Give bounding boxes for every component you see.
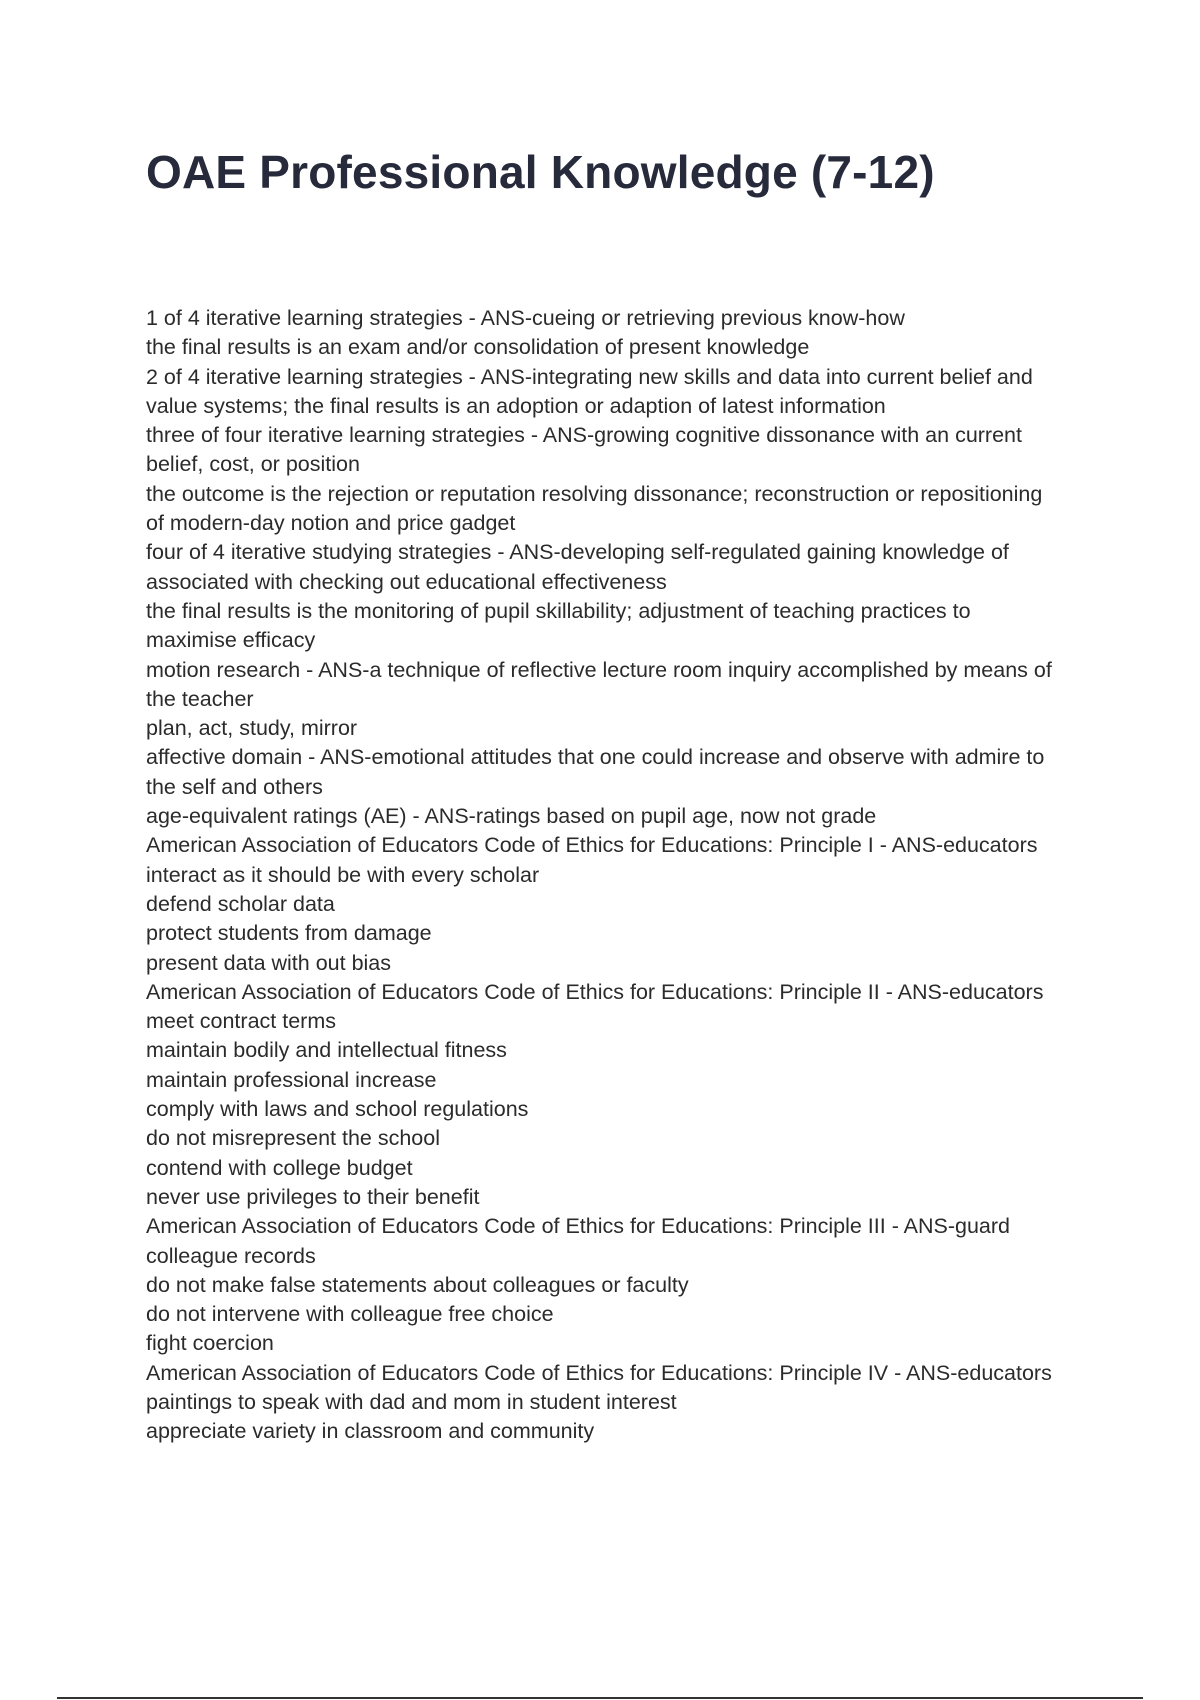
text-line: appreciate variety in classroom and community xyxy=(146,1419,595,1444)
text-line: the final results is the monitoring of pupil skillability; adjustment of teaching practices to xyxy=(146,598,971,623)
text-line: meet contract terms xyxy=(146,1009,336,1034)
text-line: maintain bodily and intellectual fitness xyxy=(146,1038,507,1063)
text-line: American Association of Educators Code of Ethics for Educations: Principle I - ANS-educators xyxy=(146,833,1038,858)
text-line: value systems; the final results is an adoption or adaption of latest information xyxy=(146,393,886,418)
text-line: protect students from damage xyxy=(146,921,432,946)
text-line: the outcome is the rejection or reputation resolving dissonance; reconstruction or repositioning xyxy=(146,481,1043,506)
document-body xyxy=(146,304,1146,1447)
text-line: do not intervene with colleague free choice xyxy=(146,1302,554,1327)
text-line: American Association of Educators Code of Ethics for Educations: Principle IV - ANS-educators xyxy=(146,1360,1052,1385)
text-line: defend scholar data xyxy=(146,891,335,916)
text-line: do not make false statements about colleagues or faculty xyxy=(146,1272,689,1297)
text-line: the teacher xyxy=(146,686,254,711)
text-line: maintain professional increase xyxy=(146,1067,437,1092)
text-line: colleague records xyxy=(146,1243,316,1268)
text-line: paintings to speak with dad and mom in student interest xyxy=(146,1389,677,1414)
text-line: 2 of 4 iterative learning strategies - ANS-integrating new skills and data into current belief and xyxy=(146,364,1033,389)
text-line: the final results is an exam and/or consolidation of present knowledge xyxy=(146,335,810,360)
text-line: plan, act, study, mirror xyxy=(146,716,358,741)
text-line: American Association of Educators Code of Ethics for Educations: Principle II - ANS-educators xyxy=(146,979,1044,1004)
text-line: three of four iterative learning strategies - ANS-growing cognitive dissonance with an current xyxy=(146,423,1022,448)
page-title: OAE Professional Knowledge (7-12) xyxy=(146,146,935,198)
text-line: fight coercion xyxy=(146,1331,274,1356)
text-line: contend with college budget xyxy=(146,1155,413,1180)
text-line: present data with out bias xyxy=(146,950,392,975)
text-line: motion research - ANS-a technique of reflective lecture room inquiry accomplished by means of xyxy=(146,657,1052,682)
text-line: interact as it should be with every scholar xyxy=(146,862,540,887)
text-line: four of 4 iterative studying strategies - ANS-developing self-regulated gaining knowledge of xyxy=(146,540,1009,565)
text-line: associated with checking out educational effectiveness xyxy=(146,569,667,594)
footer-divider xyxy=(57,1697,1143,1699)
text-line: maximise efficacy xyxy=(146,628,316,653)
text-line: never use privileges to their benefit xyxy=(146,1184,480,1209)
text-line: the self and others xyxy=(146,774,323,799)
text-line: affective domain - ANS-emotional attitudes that one could increase and observe with admire to xyxy=(146,745,1045,770)
text-line: do not misrepresent the school xyxy=(146,1126,440,1151)
text-line: of modern-day notion and price gadget xyxy=(146,511,516,536)
text-line: comply with laws and school regulations xyxy=(146,1097,529,1122)
text-line: 1 of 4 iterative learning strategies - ANS-cueing or retrieving previous know-how xyxy=(146,306,905,330)
text-line: age-equivalent ratings (AE) - ANS-ratings based on pupil age, now not grade xyxy=(146,804,877,829)
text-line: belief, cost, or position xyxy=(146,452,360,477)
text-line: American Association of Educators Code of Ethics for Educations: Principle III - ANS-guard xyxy=(146,1214,1010,1239)
